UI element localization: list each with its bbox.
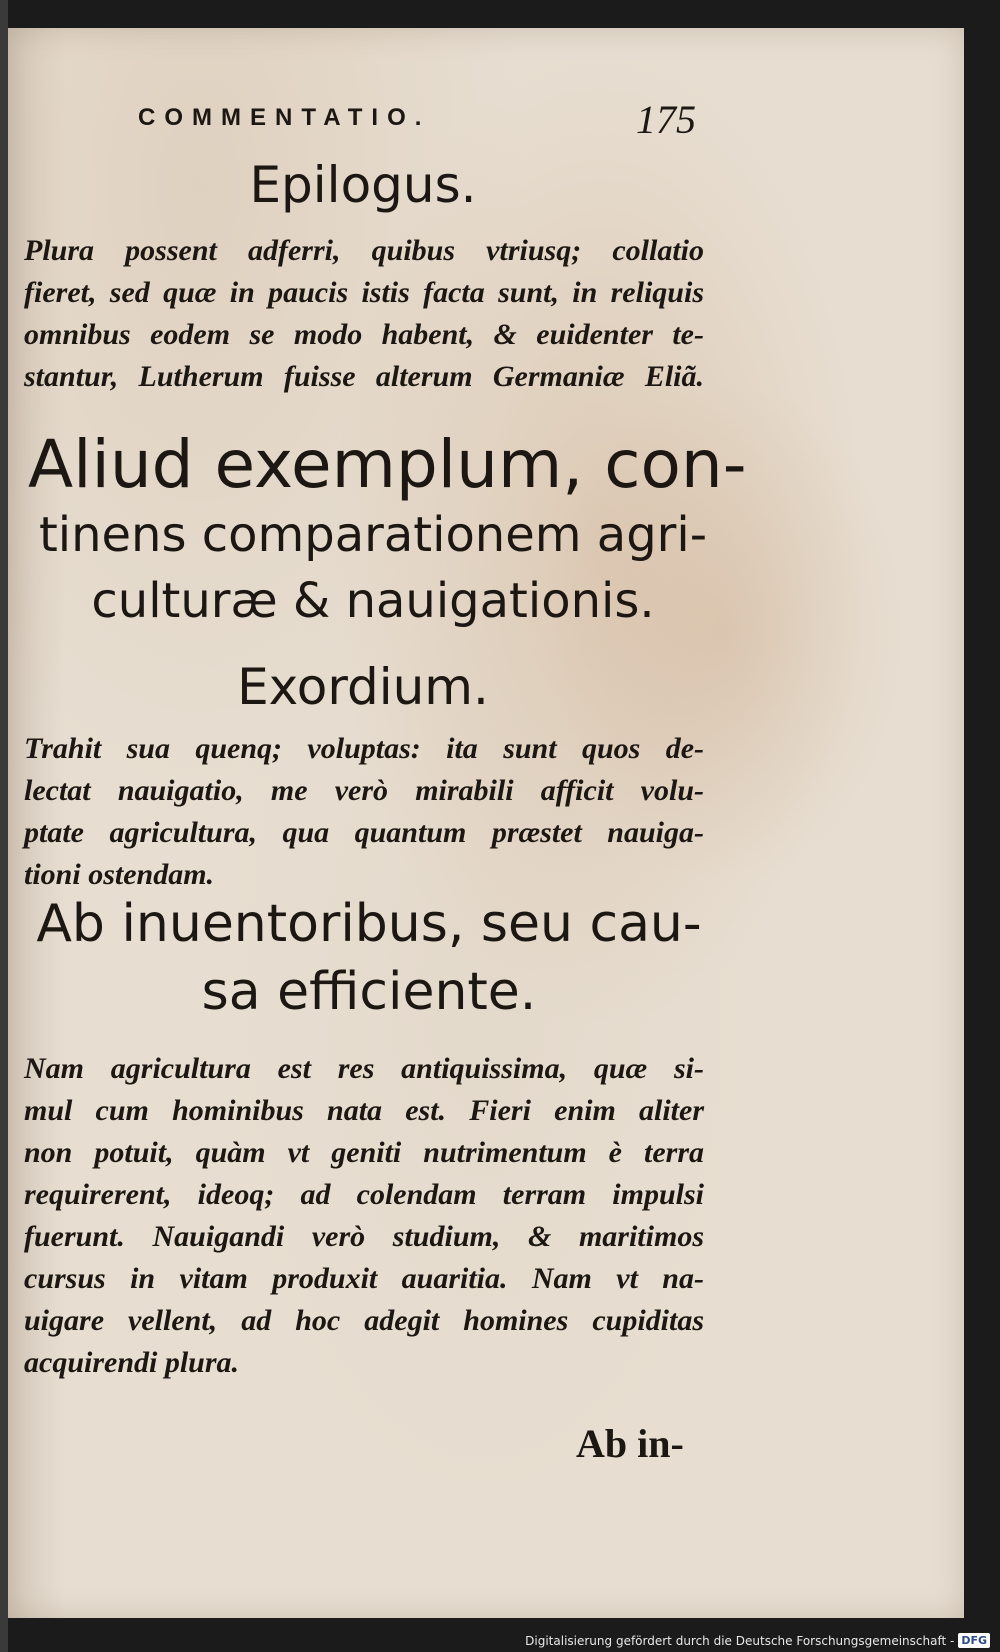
page-number: 175	[636, 97, 696, 142]
book-edge	[0, 0, 8, 1652]
text-line: Nam agricultura est res antiquissima, quæ si-	[24, 1052, 704, 1085]
text-line: fieret, sed quæ in paucis istis facta sunt, in reliquis	[24, 276, 704, 309]
book-page	[8, 28, 964, 1618]
heading-line: sa efficiente.	[201, 962, 537, 1022]
credit-text: Digitalisierung gefördert durch die Deutsche Forschungsgemeinschaft -	[525, 1633, 955, 1648]
catchword: Ab in-	[576, 1421, 684, 1466]
dfg-logo: DFG	[958, 1633, 990, 1648]
text-line: lectat nauigatio, me verò mirabili afficit volu-	[24, 774, 704, 807]
heading-line: culturæ & nauigationis.	[91, 573, 655, 629]
text-line: tioni ostendam.	[24, 858, 215, 891]
running-head: COMMENTATIO.	[138, 104, 431, 131]
heading-line: Aliud exemplum, con-	[28, 426, 747, 503]
heading-epilogus: Epilogus.	[249, 156, 477, 214]
text-line: uigare vellent, ad hoc adegit homines cupiditas	[24, 1304, 704, 1337]
text-line: acquirendi plura.	[24, 1346, 240, 1379]
heading-aliud-exemplum	[28, 426, 747, 634]
heading-line: Ab inuentoribus, seu cau-	[36, 894, 702, 954]
text-line: non potuit, quàm vt geniti nutrimentum è terra	[24, 1136, 704, 1169]
paragraph-epilogus	[24, 230, 704, 398]
text-line: Plura possent adferri, quibus vtriusq; collatio	[24, 234, 704, 267]
heading-line: tinens comparationem agri-	[38, 507, 708, 563]
paragraph-exordium	[24, 728, 704, 896]
heading-ab-inuentoribus	[24, 890, 714, 1026]
digitization-credit	[525, 1633, 990, 1648]
paragraph-ab-inuentoribus	[24, 1048, 704, 1384]
text-line: cursus in vitam produxit auaritia. Nam vt na-	[24, 1262, 704, 1295]
text-line: stantur, Lutherum fuisse alterum Germaniæ Eliã.	[24, 360, 704, 393]
text-line: omnibus eodem se modo habent, & euidenter te-	[24, 318, 704, 351]
text-line: fuerunt. Nauigandi verò studium, & maritimos	[24, 1220, 704, 1253]
text-line: mul cum hominibus nata est. Fieri enim aliter	[24, 1094, 704, 1127]
text-line: ptate agricultura, qua quantum præstet nauiga-	[24, 816, 704, 849]
text-line: Trahit sua quenq; voluptas: ita sunt quos de-	[24, 732, 704, 765]
heading-exordium: Exordium.	[237, 658, 489, 716]
text-line: requirerent, ideoq; ad colendam terram impulsi	[24, 1178, 704, 1211]
